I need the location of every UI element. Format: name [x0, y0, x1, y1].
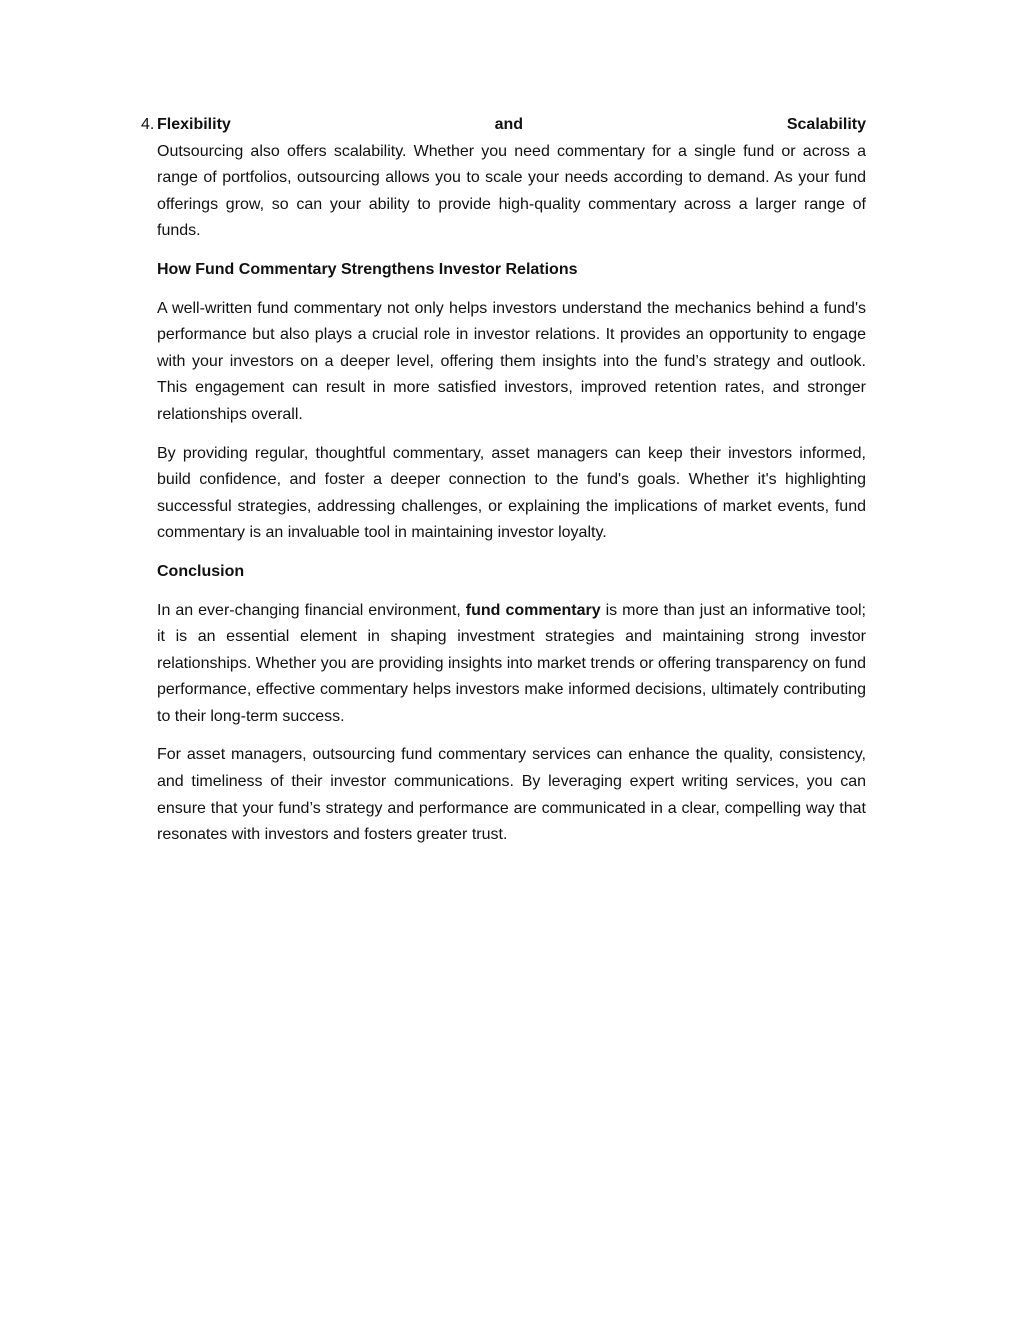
section-heading-investor-relations: How Fund Commentary Strengthens Investor Relations: [157, 260, 578, 278]
list-number-text: 4.: [141, 116, 155, 133]
list-heading-word-2: and: [494, 116, 524, 133]
section-heading-conclusion: Conclusion: [157, 562, 245, 580]
list-heading-word-3: Scalability: [786, 116, 866, 133]
list-number: [101, 112, 157, 245]
investor-paragraph-2: By providing regular, thoughtful commentary, asset managers can keep their investors informed, build confidence, and foster a deeper connection to the fund's goals. Whether it's highlighting successful strategies, addressing challenges, or explaining the implications of market events, fund commentary is an invaluable tool in maintaining investor loyalty.: [157, 444, 866, 542]
list-body: [157, 112, 866, 245]
list-heading-word-1: Flexibility: [157, 116, 231, 133]
conclusion-paragraph-1-end: is more than just an informative tool; it is an essential element in shaping investment strategies and maintaining strong investor relationships. Whether you are providing insights into market trends or offering transparency on fund performance, effective commentary helps investors make informed decisions, ultimately contributing to their long-term success.: [157, 601, 866, 725]
conclusion-paragraph-1-start: In an ever-changing financial environment,: [157, 601, 466, 619]
investor-paragraph-1: A well-written fund commentary not only helps investors understand the mechanics behind a fund's performance but also plays a crucial role in investor relations. It provides an opportunity to engage with your investors on a deeper level, offering them insights into the fund’s strategy and outlook. This engagement can result in more satisfied investors, improved retention rates, and stronger relationships overall.: [157, 299, 866, 423]
conclusion-paragraph-1: [157, 598, 866, 731]
list-heading: [157, 112, 866, 139]
document-content: [141, 112, 866, 861]
list-item-flexibility: [101, 112, 866, 245]
conclusion-paragraph-2: For asset managers, outsourcing fund commentary services can enhance the quality, consistency, and timeliness of their investor communications. By leveraging expert writing services, you can ensure that your fund’s strategy and performance are communicated in a clear, compelling way that resonates with investors and fosters greater trust.: [157, 746, 866, 844]
conclusion-paragraph-1-bold: fund commentary: [465, 601, 601, 619]
list-body-text: Outsourcing also offers scalability. Whether you need commentary for a single fund or across a range of portfolios, outsourcing allows you to scale your needs according to demand. As your fund offerings grow, so can your ability to provide high-quality commentary across a larger range of funds.: [157, 142, 866, 240]
